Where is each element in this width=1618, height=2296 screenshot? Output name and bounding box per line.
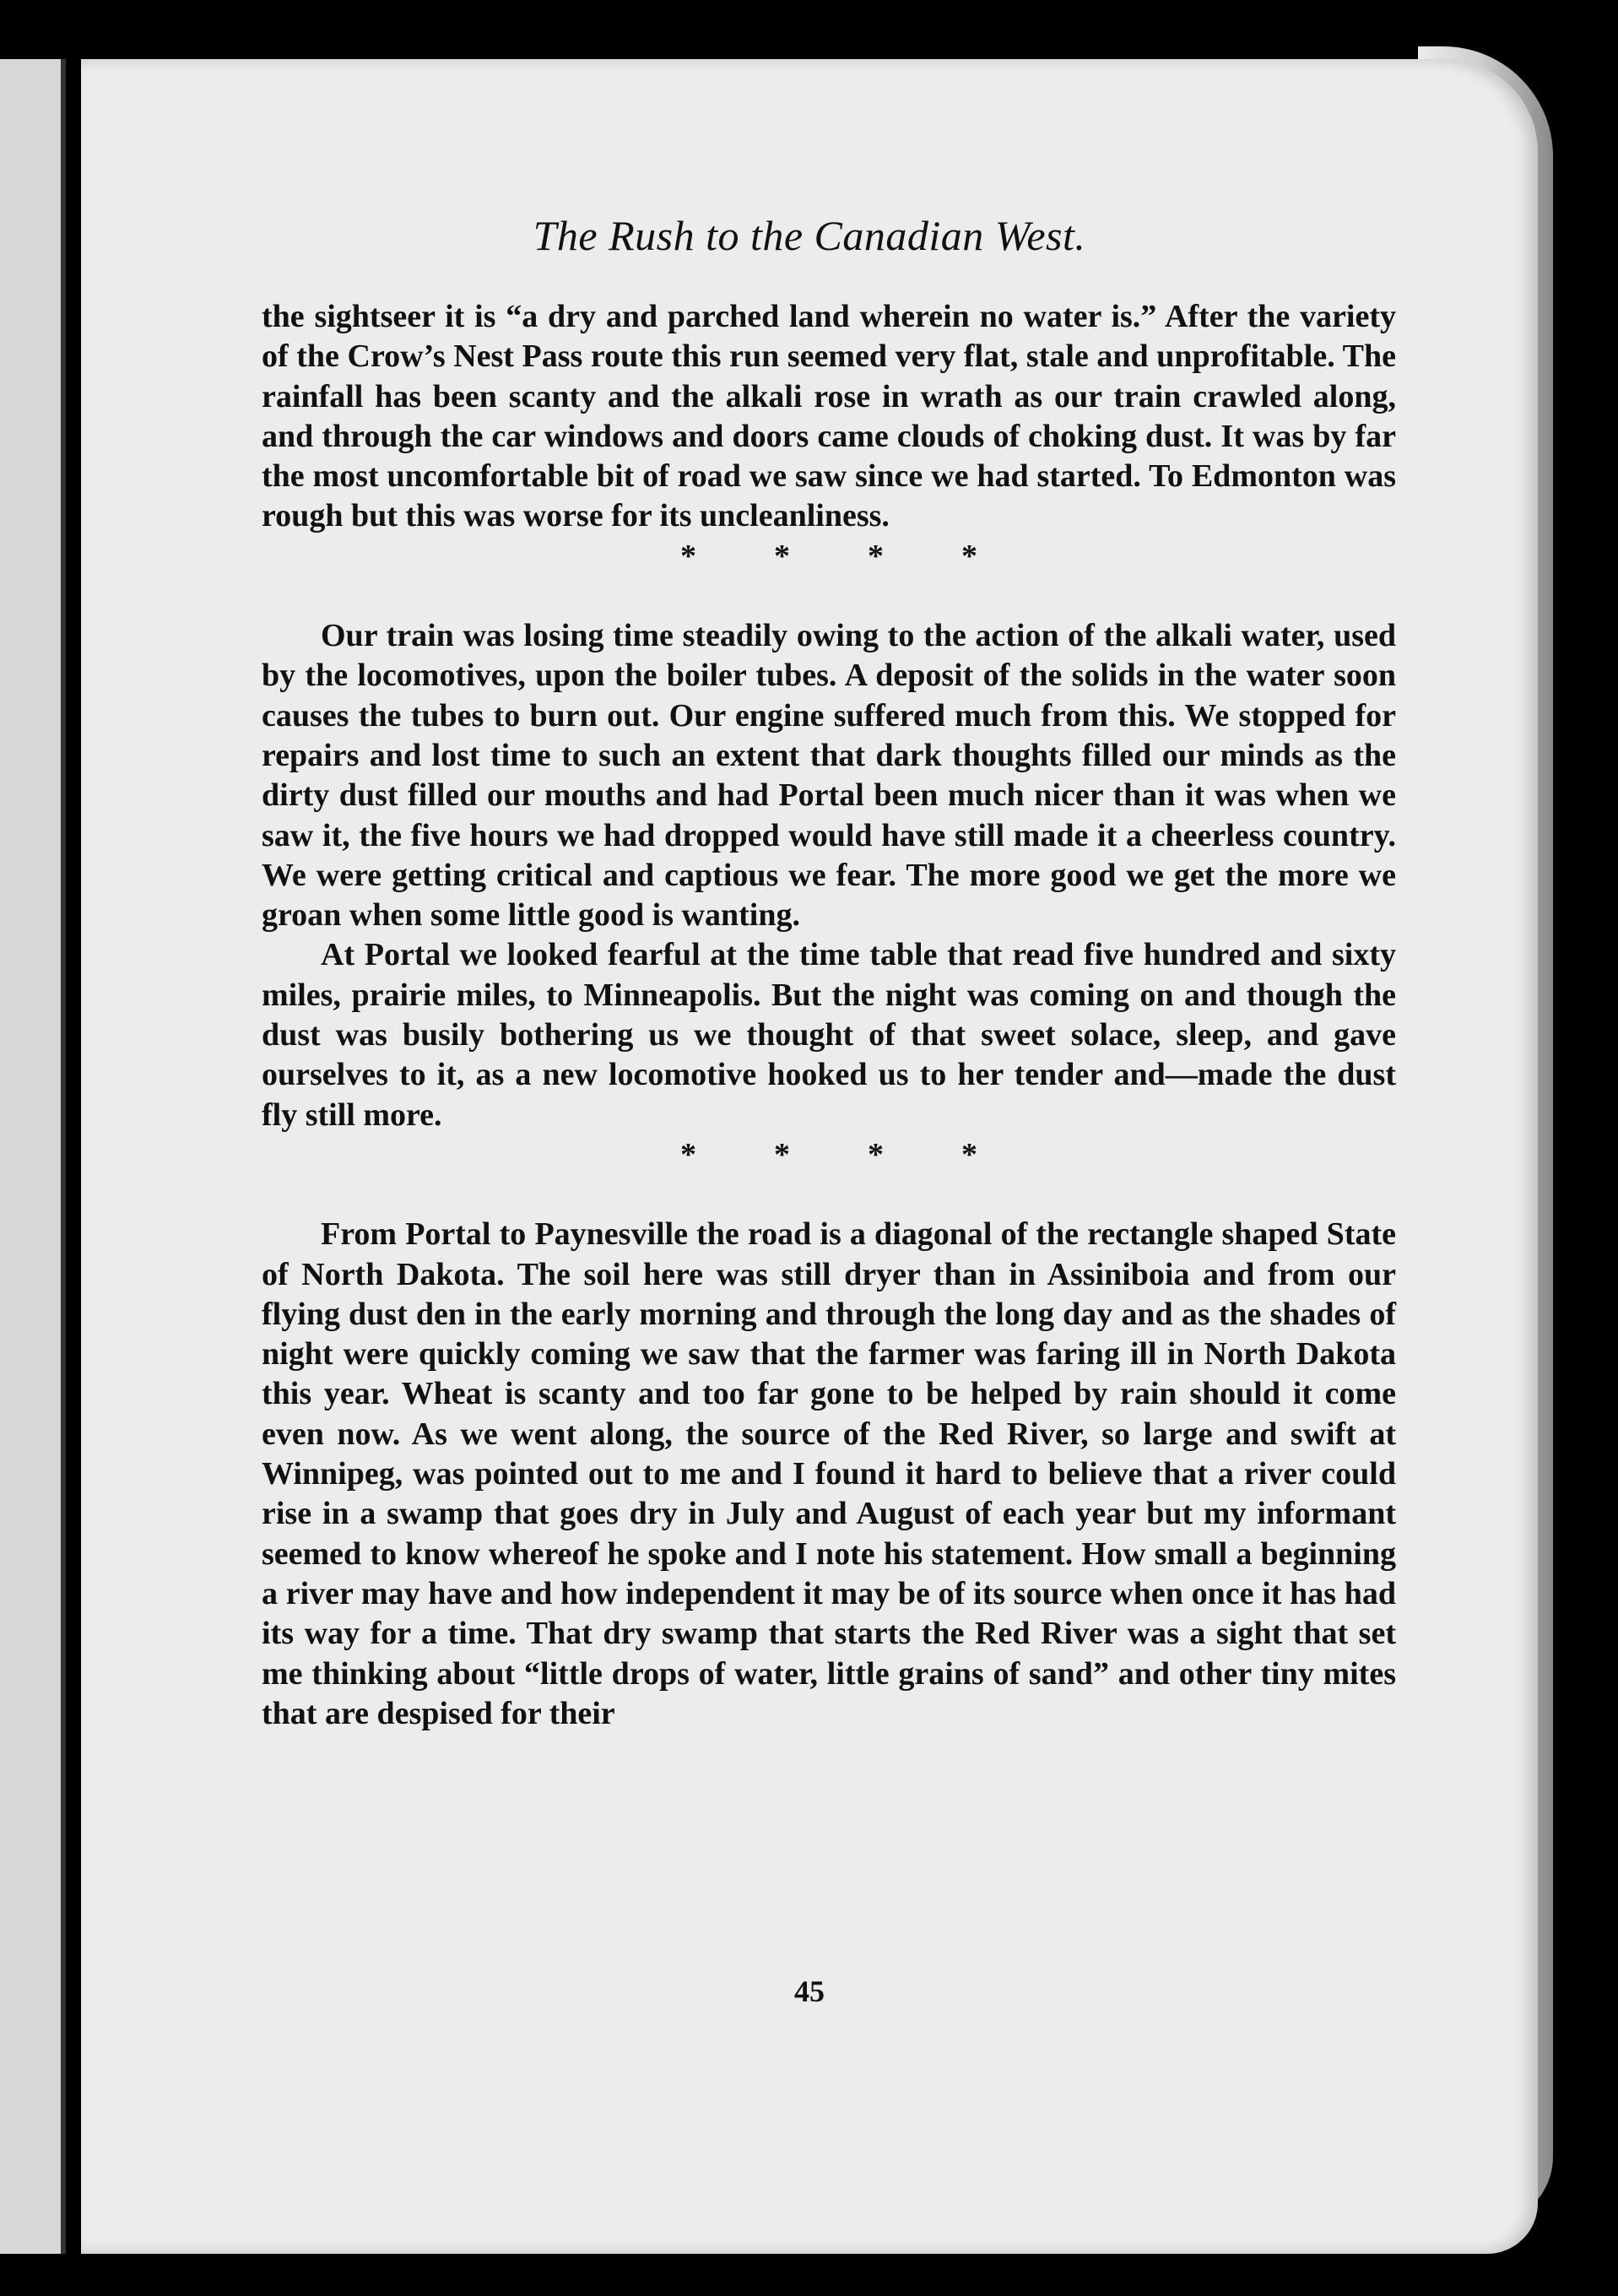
asterisk: * bbox=[961, 1136, 977, 1172]
asterisk: * bbox=[680, 538, 696, 574]
section-break-2 bbox=[262, 1135, 1396, 1175]
section-break-1 bbox=[262, 537, 1396, 577]
asterisk: * bbox=[774, 538, 790, 574]
asterisk: * bbox=[961, 538, 977, 574]
paragraph-1: the sightseer it is “a dry and parched land wherein no water is.” After the variety of the Crow’s Nest Pass route this run seemed very flat, stale and unprofitable. The rainfall has been scanty and the alkali rose in wrath as our train crawled along, and through the car windows and doors came clouds of choking dust. It was by far the most uncomfortable bit of road we saw since we had started. To Edmonton was rough but this was worse for its uncleanliness. bbox=[262, 299, 1396, 534]
page-number: 45 bbox=[794, 1974, 825, 2008]
running-head: The Rush to the Canadian West. bbox=[533, 212, 1086, 259]
book-page bbox=[81, 59, 1538, 2254]
body-text bbox=[262, 297, 1396, 1734]
asterisk: * bbox=[774, 1136, 790, 1172]
asterisk: * bbox=[680, 1136, 696, 1172]
facing-page-edge bbox=[0, 59, 66, 2254]
paragraph-3: At Portal we looked fearful at the time table that read five hundred and sixty miles, prairie miles, to Minneapolis. But the night was coming on and though the dust was busily bothering us we thought of that sweet solace, sleep, and gave ourselves to it, as a new locomotive hooked us to her tender and—made the dust fly still more. bbox=[262, 937, 1396, 1133]
paragraph-2: Our train was losing time steadily owing to the action of the alkali water, used by the locomotives, upon the boiler tubes. A deposit of the solids in the water soon causes the tubes to burn out. Our engine suffered much from this. We stopped for repairs and lost time to such an extent that dark thoughts filled our minds as the dirty dust filled our mouths and had Portal been much nicer than it was when we saw it, the five hours we had dropped would have still made it a cheerless country. We were getting critical and captious we fear. The more good we get the more we groan when some little good is wanting. bbox=[262, 618, 1396, 934]
asterisk: * bbox=[868, 1136, 884, 1172]
paragraph-4: From Portal to Paynesville the road is a diagonal of the rectangle shaped State of North Dakota. The soil here was still dryer than in Assiniboia and from our flying dust den in the early morning and through the long day and as the shades of night were quickly coming we saw that the farmer was faring ill in North Dakota this year. Wheat is scanty and too far gone to be helped by rain should it come even now. As we went along, the source of the Red River, so large and swift at Winnipeg, was pointed out to me and I found it hard to believe that a river could rise in a swamp that goes dry in July and August of each year but my informant seemed to know whereof he spoke and I note his statement. How small a beginning a river may have and how independent it may be of its source when once it has had its way for a time. That dry swamp that starts the Red River was a sight that set me thinking about “little drops of water, little grains of sand” and other tiny mites that are despised for their bbox=[262, 1216, 1396, 1731]
asterisk: * bbox=[868, 538, 884, 574]
